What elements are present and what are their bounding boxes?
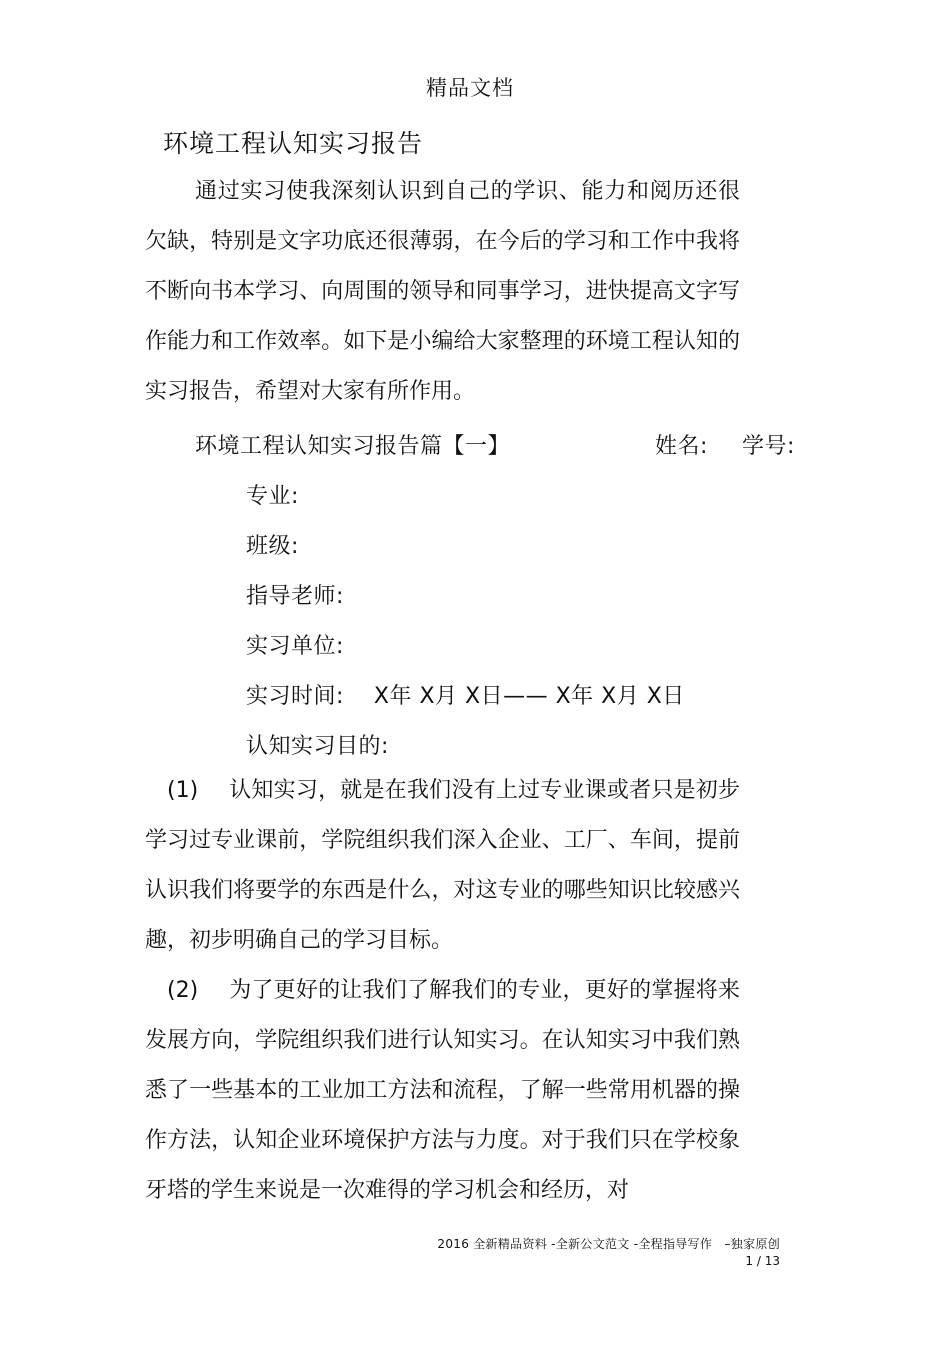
- page-footer: 2016 全新精品资料 -全新公文范文 -全程指导写作 –独家原创: [437, 1237, 780, 1251]
- list-item-text: 认知实习，就是在我们没有上过专业课或者只是初步学习过专业课前，学院组织我们深入企业、工厂、车间，提前认识我们将要学的东西是什么，对这专业的哪些知识比较感兴趣，初步明确自己的学习目标。: [145, 778, 740, 953]
- document-title: 环境工程认知实习报告: [163, 129, 424, 158]
- list-item-number: (2): [167, 978, 199, 1003]
- list-item: [145, 766, 740, 966]
- list-item-number: (1): [167, 778, 199, 803]
- list-item: [145, 966, 740, 1216]
- field-purpose: 认知实习目的:: [246, 734, 389, 759]
- list-item-text: 为了更好的让我们了解我们的专业，更好的掌握将来发展方向，学院组织我们进行认知实习。在认知实习中我们熟悉了一些基本的工业加工方法和流程，了解一些常用机器的操作方法，认知企业环境保护方法与力度。对于我们只在学校象牙塔的学生来说是一次难得的学习机会和经历，对: [145, 978, 740, 1203]
- page-header: 精品文档: [426, 76, 514, 100]
- field-major: 专业:: [246, 484, 299, 509]
- name-label: 姓名:: [655, 434, 708, 459]
- field-class: 班级:: [246, 534, 299, 559]
- student-id-label: 学号:: [742, 434, 795, 459]
- field-internship-time: 实习时间: X年 X月 X日—— X年 X月 X日: [246, 684, 685, 709]
- intro-paragraph: 通过实习使我深刻认识到自己的学识、能力和阅历还很欠缺，特别是文字功底还很薄弱，在今后的学习和工作中我将不断向书本学习、向周围的领导和同事学习，进快提高文字写作能力和工作效率。如下是小编给大家整理的环境工程认知的实习报告，希望对大家有所作用。: [145, 179, 740, 404]
- section-heading: 环境工程认知实习报告篇【一】: [195, 434, 511, 459]
- page-number: 1 / 13: [745, 1254, 780, 1268]
- field-internship-unit: 实习单位:: [246, 634, 344, 659]
- field-advisor: 指导老师:: [246, 584, 344, 609]
